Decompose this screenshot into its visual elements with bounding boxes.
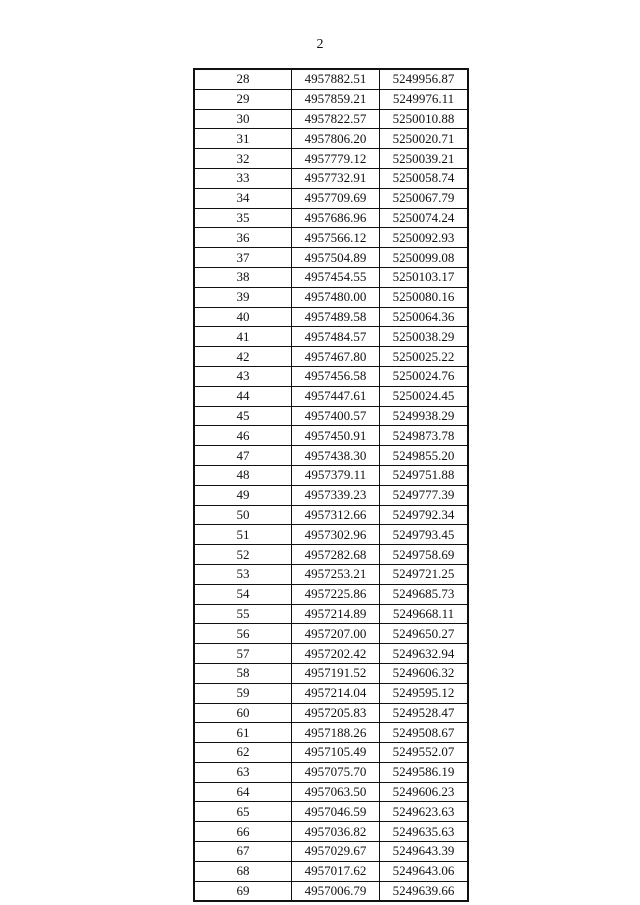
point-number-cell: 46 (194, 426, 292, 446)
point-number-cell: 67 (194, 842, 292, 862)
point-number-cell: 50 (194, 505, 292, 525)
table-row (194, 208, 468, 228)
table-row (194, 248, 468, 268)
x-coordinate-cell: 4957400.57 (292, 406, 380, 426)
point-number-cell: 53 (194, 564, 292, 584)
table-row (194, 842, 468, 862)
point-number-cell: 39 (194, 287, 292, 307)
point-number-cell: 55 (194, 604, 292, 624)
table-row (194, 149, 468, 169)
table-row (194, 366, 468, 386)
x-coordinate-cell: 4957253.21 (292, 564, 380, 584)
table-row (194, 822, 468, 842)
table-row (194, 228, 468, 248)
point-number-cell: 38 (194, 267, 292, 287)
table-row (194, 802, 468, 822)
x-coordinate-cell: 4957063.50 (292, 782, 380, 802)
point-number-cell: 64 (194, 782, 292, 802)
x-coordinate-cell: 4957438.30 (292, 446, 380, 466)
point-number-cell: 69 (194, 881, 292, 901)
y-coordinate-cell: 5249938.29 (380, 406, 469, 426)
point-number-cell: 34 (194, 188, 292, 208)
point-number-cell: 62 (194, 743, 292, 763)
point-number-cell: 52 (194, 545, 292, 565)
x-coordinate-cell: 4957566.12 (292, 228, 380, 248)
coordinates-table-body (194, 69, 468, 901)
coordinates-table (193, 68, 469, 902)
point-number-cell: 59 (194, 683, 292, 703)
point-number-cell: 54 (194, 584, 292, 604)
y-coordinate-cell: 5250067.79 (380, 188, 469, 208)
y-coordinate-cell: 5249606.23 (380, 782, 469, 802)
y-coordinate-cell: 5249528.47 (380, 703, 469, 723)
point-number-cell: 57 (194, 644, 292, 664)
table-row (194, 168, 468, 188)
y-coordinate-cell: 5250099.08 (380, 248, 469, 268)
point-number-cell: 28 (194, 69, 292, 89)
x-coordinate-cell: 4957302.96 (292, 525, 380, 545)
y-coordinate-cell: 5249758.69 (380, 545, 469, 565)
x-coordinate-cell: 4957006.79 (292, 881, 380, 901)
y-coordinate-cell: 5249792.34 (380, 505, 469, 525)
table-row (194, 663, 468, 683)
y-coordinate-cell: 5249643.06 (380, 861, 469, 881)
y-coordinate-cell: 5249976.11 (380, 89, 469, 109)
x-coordinate-cell: 4957207.00 (292, 624, 380, 644)
point-number-cell: 44 (194, 386, 292, 406)
table-row (194, 545, 468, 565)
y-coordinate-cell: 5250092.93 (380, 228, 469, 248)
x-coordinate-cell: 4957225.86 (292, 584, 380, 604)
x-coordinate-cell: 4957214.04 (292, 683, 380, 703)
table-row (194, 287, 468, 307)
x-coordinate-cell: 4957379.11 (292, 465, 380, 485)
table-row (194, 564, 468, 584)
x-coordinate-cell: 4957504.89 (292, 248, 380, 268)
x-coordinate-cell: 4957806.20 (292, 129, 380, 149)
y-coordinate-cell: 5250074.24 (380, 208, 469, 228)
table-row (194, 584, 468, 604)
point-number-cell: 35 (194, 208, 292, 228)
y-coordinate-cell: 5249552.07 (380, 743, 469, 763)
table-row (194, 683, 468, 703)
point-number-cell: 33 (194, 168, 292, 188)
x-coordinate-cell: 4957859.21 (292, 89, 380, 109)
page-number: 2 (316, 37, 324, 52)
point-number-cell: 66 (194, 822, 292, 842)
y-coordinate-cell: 5249855.20 (380, 446, 469, 466)
table-row (194, 307, 468, 327)
table-row (194, 723, 468, 743)
y-coordinate-cell: 5250025.22 (380, 347, 469, 367)
table-row (194, 743, 468, 763)
point-number-cell: 60 (194, 703, 292, 723)
y-coordinate-cell: 5249595.12 (380, 683, 469, 703)
y-coordinate-cell: 5250064.36 (380, 307, 469, 327)
point-number-cell: 63 (194, 762, 292, 782)
x-coordinate-cell: 4957450.91 (292, 426, 380, 446)
table-row (194, 703, 468, 723)
point-number-cell: 51 (194, 525, 292, 545)
table-row (194, 347, 468, 367)
x-coordinate-cell: 4957188.26 (292, 723, 380, 743)
table-row (194, 465, 468, 485)
table-row (194, 327, 468, 347)
table-row (194, 89, 468, 109)
x-coordinate-cell: 4957709.69 (292, 188, 380, 208)
point-number-cell: 58 (194, 663, 292, 683)
table-row (194, 624, 468, 644)
y-coordinate-cell: 5249873.78 (380, 426, 469, 446)
table-row (194, 762, 468, 782)
x-coordinate-cell: 4957046.59 (292, 802, 380, 822)
y-coordinate-cell: 5250020.71 (380, 129, 469, 149)
table-row (194, 69, 468, 89)
y-coordinate-cell: 5249623.63 (380, 802, 469, 822)
y-coordinate-cell: 5250024.76 (380, 366, 469, 386)
y-coordinate-cell: 5250038.29 (380, 327, 469, 347)
table-row (194, 129, 468, 149)
x-coordinate-cell: 4957214.89 (292, 604, 380, 624)
y-coordinate-cell: 5249650.27 (380, 624, 469, 644)
point-number-cell: 31 (194, 129, 292, 149)
y-coordinate-cell: 5250080.16 (380, 287, 469, 307)
point-number-cell: 45 (194, 406, 292, 426)
point-number-cell: 42 (194, 347, 292, 367)
x-coordinate-cell: 4957484.57 (292, 327, 380, 347)
y-coordinate-cell: 5250058.74 (380, 168, 469, 188)
x-coordinate-cell: 4957202.42 (292, 644, 380, 664)
table-row (194, 604, 468, 624)
x-coordinate-cell: 4957282.68 (292, 545, 380, 565)
y-coordinate-cell: 5249639.66 (380, 881, 469, 901)
table-row (194, 109, 468, 129)
y-coordinate-cell: 5249635.63 (380, 822, 469, 842)
x-coordinate-cell: 4957339.23 (292, 485, 380, 505)
point-number-cell: 29 (194, 89, 292, 109)
point-number-cell: 37 (194, 248, 292, 268)
point-number-cell: 49 (194, 485, 292, 505)
y-coordinate-cell: 5250024.45 (380, 386, 469, 406)
y-coordinate-cell: 5249793.45 (380, 525, 469, 545)
y-coordinate-cell: 5250103.17 (380, 267, 469, 287)
table-row (194, 406, 468, 426)
table-row (194, 505, 468, 525)
point-number-cell: 32 (194, 149, 292, 169)
table-row (194, 644, 468, 664)
x-coordinate-cell: 4957312.66 (292, 505, 380, 525)
point-number-cell: 48 (194, 465, 292, 485)
x-coordinate-cell: 4957779.12 (292, 149, 380, 169)
y-coordinate-cell: 5249685.73 (380, 584, 469, 604)
x-coordinate-cell: 4957732.91 (292, 168, 380, 188)
y-coordinate-cell: 5249668.11 (380, 604, 469, 624)
x-coordinate-cell: 4957489.58 (292, 307, 380, 327)
point-number-cell: 56 (194, 624, 292, 644)
y-coordinate-cell: 5249777.39 (380, 485, 469, 505)
point-number-cell: 61 (194, 723, 292, 743)
point-number-cell: 43 (194, 366, 292, 386)
x-coordinate-cell: 4957205.83 (292, 703, 380, 723)
table-row (194, 881, 468, 901)
table-row (194, 188, 468, 208)
x-coordinate-cell: 4957017.62 (292, 861, 380, 881)
table-row (194, 861, 468, 881)
y-coordinate-cell: 5250010.88 (380, 109, 469, 129)
y-coordinate-cell: 5249956.87 (380, 69, 469, 89)
y-coordinate-cell: 5249586.19 (380, 762, 469, 782)
x-coordinate-cell: 4957480.00 (292, 287, 380, 307)
point-number-cell: 65 (194, 802, 292, 822)
x-coordinate-cell: 4957456.58 (292, 366, 380, 386)
table-row (194, 525, 468, 545)
table-row (194, 426, 468, 446)
y-coordinate-cell: 5249751.88 (380, 465, 469, 485)
point-number-cell: 36 (194, 228, 292, 248)
x-coordinate-cell: 4957686.96 (292, 208, 380, 228)
x-coordinate-cell: 4957075.70 (292, 762, 380, 782)
x-coordinate-cell: 4957447.61 (292, 386, 380, 406)
y-coordinate-cell: 5249508.67 (380, 723, 469, 743)
x-coordinate-cell: 4957029.67 (292, 842, 380, 862)
y-coordinate-cell: 5249632.94 (380, 644, 469, 664)
x-coordinate-cell: 4957467.80 (292, 347, 380, 367)
point-number-cell: 47 (194, 446, 292, 466)
table-row (194, 485, 468, 505)
table-row (194, 386, 468, 406)
point-number-cell: 30 (194, 109, 292, 129)
x-coordinate-cell: 4957036.82 (292, 822, 380, 842)
point-number-cell: 40 (194, 307, 292, 327)
y-coordinate-cell: 5249721.25 (380, 564, 469, 584)
x-coordinate-cell: 4957882.51 (292, 69, 380, 89)
y-coordinate-cell: 5250039.21 (380, 149, 469, 169)
x-coordinate-cell: 4957822.57 (292, 109, 380, 129)
x-coordinate-cell: 4957105.49 (292, 743, 380, 763)
x-coordinate-cell: 4957454.55 (292, 267, 380, 287)
point-number-cell: 68 (194, 861, 292, 881)
point-number-cell: 41 (194, 327, 292, 347)
table-row (194, 782, 468, 802)
x-coordinate-cell: 4957191.52 (292, 663, 380, 683)
y-coordinate-cell: 5249606.32 (380, 663, 469, 683)
table-row (194, 267, 468, 287)
table-row (194, 446, 468, 466)
y-coordinate-cell: 5249643.39 (380, 842, 469, 862)
